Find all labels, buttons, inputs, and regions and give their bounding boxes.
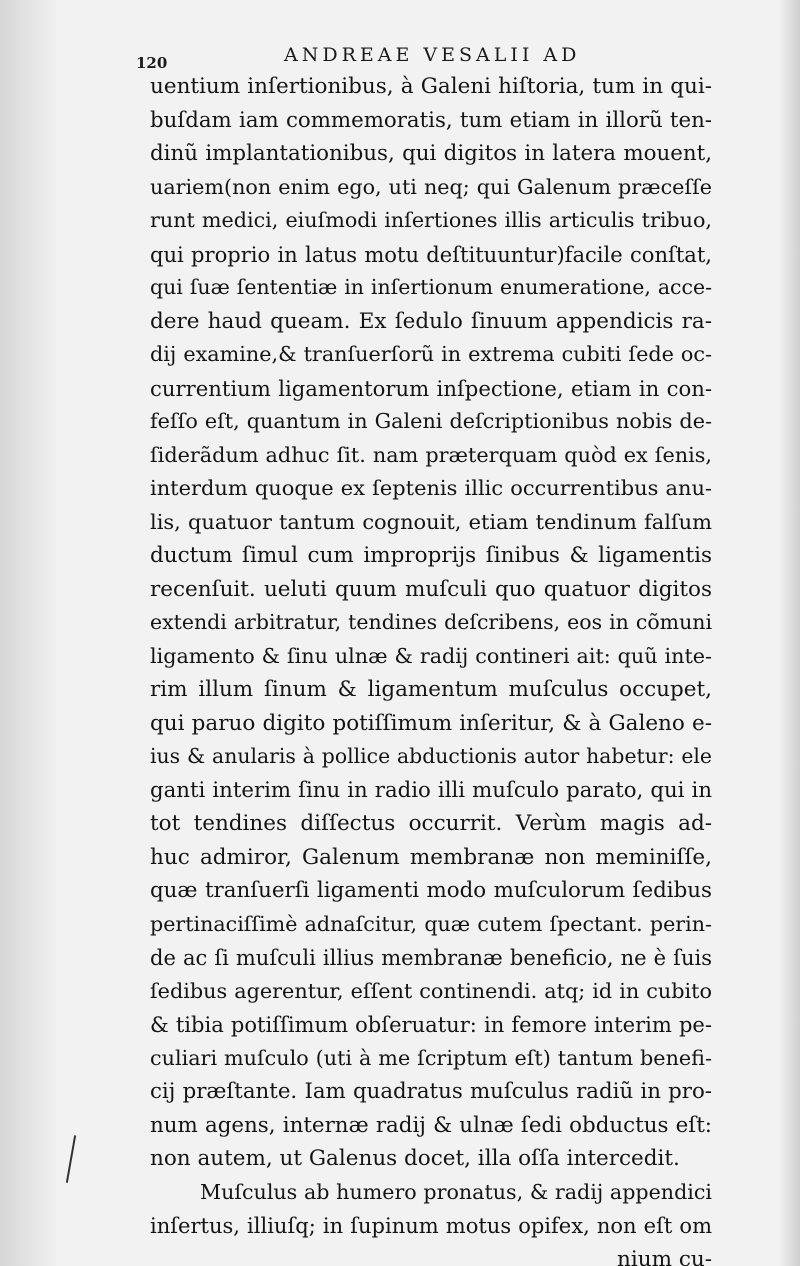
text-line: num agens, internæ radij & ulnæ ſedi obductus eſt:	[150, 1112, 712, 1138]
text-line: tot tendines diſſectus occurrit. Verùm magis ad-	[150, 811, 712, 836]
text-line: uentium inſertionibus, à Galeni hiſtoria, tum in qui-	[150, 74, 712, 99]
text-line: runt medici, eiuſmodi inſertiones illis articulis tribuo,	[150, 208, 712, 232]
text-line: uariem(non enim ego, uti neq; qui Galenum præceſſe	[150, 174, 712, 199]
text-line: cij præſtante. Iam quadratus muſculus radiũ in pro-	[150, 1079, 712, 1104]
text-line: pertinaciſſimè adnaſcitur, quæ cutem ſpectant. perin-	[150, 911, 712, 936]
text-line: dij examine,& tranſuerſorũ in extrema cubiti ſede oc-	[150, 342, 712, 366]
text-line: dere haud queam. Ex ſedulo ſinuum appendicis ra-	[150, 308, 712, 334]
text-line: rim illum ſinum & ligamentum muſculus occupet,	[150, 677, 712, 702]
text-line: de ac ſi muſculi illius membranæ beneficio, ne è ſuis	[150, 945, 712, 970]
text-line: extendi arbitratur, tendines deſcribens, eos in cõmuni	[150, 610, 712, 634]
page-edge-shadow	[778, 0, 800, 1266]
running-head: ANDREAE VESALII AD	[284, 44, 581, 66]
text-line: culiari muſculo (uti à me ſcriptum eſt) tantum benefi-	[150, 1045, 712, 1070]
text-line: qui paruo digito potiſſimum inſeritur, & à Galeno e-	[150, 710, 712, 736]
gutter-shadow	[0, 0, 60, 1266]
text-line: ius & anularis à pollice abductionis autor habetur: ele	[150, 744, 712, 768]
text-line: inſertus, illiuſq; in ſupinum motus opifex, non eſt om	[150, 1213, 712, 1238]
text-line: ductum ſimul cum improprijs ſinibus & ligamentis	[150, 543, 712, 568]
margin-stray-mark	[66, 1135, 76, 1183]
text-line: qui proprio in latus motu deſtituuntur)facile conſtat,	[150, 241, 712, 267]
text-line: lis, quatuor tantum cognouit, etiam tendinum falſum	[150, 509, 712, 534]
text-line: ligamento & ſinu ulnæ & radij contineri ait: quũ inte-	[150, 643, 712, 668]
text-line: ſedibus agerentur, eſſent continendi. atq; id in cubito	[150, 978, 712, 1003]
text-line: buſdam iam commemoratis, tum etiam in illorũ ten-	[150, 107, 712, 133]
text-line: & tibia potiſſimum obſeruatur: in femore interim pe-	[150, 1012, 712, 1037]
text-line: non autem, ut Galenus docet, illa oſſa intercedit.	[150, 1146, 680, 1171]
catchword: nium cu-	[617, 1246, 712, 1266]
text-line: qui ſuæ ſententiæ in inſertionum enumeratione, acce-	[150, 275, 712, 299]
text-line: huc admiror, Galenum membranæ non meminiſſe,	[150, 844, 712, 870]
body-text	[150, 70, 712, 1266]
text-line: interdum quoque ex ſeptenis illic occurrentibus anu-	[150, 476, 712, 500]
page-header	[136, 44, 696, 70]
text-line: currentium ligamentorum inſpectione, etiam in con-	[150, 375, 712, 401]
text-line: ganti interim ſinu in radio illi muſculo parato, qui in	[150, 777, 712, 803]
page-number: 120	[136, 54, 168, 72]
text-line: feſſo eſt, quantum in Galeni deſcriptionibus nobis de-	[150, 409, 712, 433]
text-line: ſiderãdum adhuc ſit. nam præterquam quòd ex ſenis,	[150, 442, 712, 467]
text-line: recenſuit. ueluti quum muſculi quo quatuor digitos	[150, 576, 712, 602]
text-line: Muſculus ab humero pronatus, & radij appendici	[200, 1179, 712, 1204]
text-line: dinũ implantationibus, qui digitos in latera mouent,	[150, 141, 712, 166]
text-line: quæ tranſuerſi ligamenti modo muſculorum ſedibus	[150, 878, 712, 903]
